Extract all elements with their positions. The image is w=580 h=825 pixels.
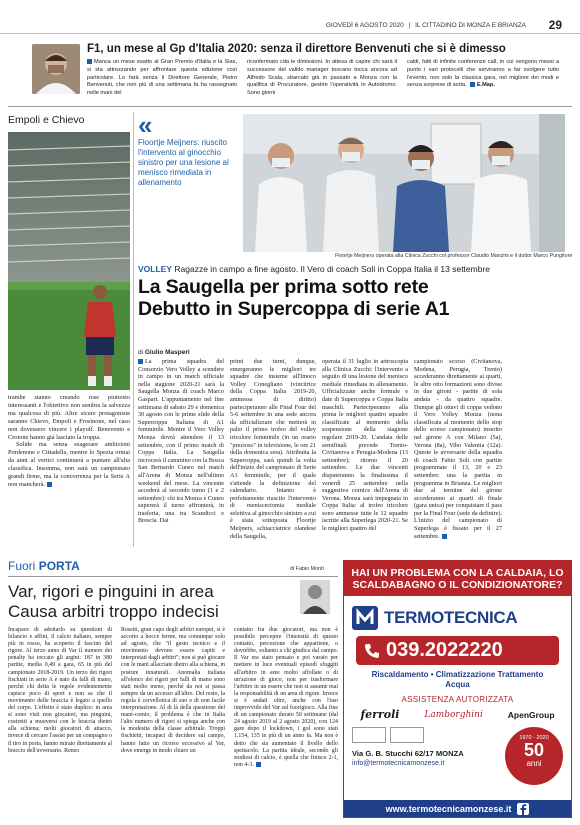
byline: di Giulio Masperi xyxy=(138,349,190,356)
ad-headline: HAI UN PROBLEMA CON LA CALDAIA, LO SCALDABAGNO O IL CONDIZIONATORE? xyxy=(344,561,571,596)
top-story-col-1: Manca un mese esatto al Gran Premio d'Italia e la Sias, si sta attrezzando per affrontare questa edizione così particolare. Lo farà senza il Direttore Generale, Pietro Benvenuti, che non più di una settimana fa ha rassegnato nelle mani del xyxy=(87,59,237,97)
doctors-photo xyxy=(243,114,565,252)
ad-phone-box[interactable] xyxy=(356,636,559,665)
volley-col-1: La prima squadra del Consorzio Vero Volley a scendere in campo in un match ufficiale nella stagione 2020-21 sarà la Saugella Monza di coach Marco Gaspari. L'appuntamento nel fine settimana di sabato 29 e domenica 30 agosto con le prime sfide della Supercoppa Italiana di A1 femminile. Mentre il Vero Volley Monza dovrà attendere il 13 settembre, con il primo match di Coppa Italia. La Saugella incrocerà il cammino con la Bosca San Bernardo Cuneo nel match all'Arena di Monza nell'ultimo weekend del mese. La vincente accederà al secondo turno (1 e 2 settembre): chi tra Monza e Cuneo supererà il turno affronterà, in trasferta, una tra Scandicci e Brescia. Dai xyxy=(138,358,224,525)
partner-ferroli: ferroli xyxy=(360,708,400,721)
fuori-porta-col-3: contatto fra due giocatori, ma non è possibile percepire l'intensità di questo contatto, percezione che appartiene, o dovrebbe, soltanto a chi giudica dal campo. Il Var era stato pensato e poi varato per mettere in luce eventuali episodi sfuggiti all'arbitro in aree molto affollate o di un'azione di gioco, non per trasformare l'arbitro in un essere che non si assume mai la responsabilità di un area di rigore. Invece si è andati oltre, anche con l'uso improvvido del Var sul fuorigioco. Alla fine di un campionato durato 50 settimane (dal 24 agosto 2019 al 2 agosto 2020), con 124 gare dopo il lockdown, i gol sono stati 1.154, 135 in più di un anno fa. Ma non è detto che sia aumentato il livello dello spettacolo. La partita ideale, secondo gli studiosi di calcio, è quella che finisce 2-1, non 4-3. xyxy=(234,627,338,768)
ad-certification-badges xyxy=(352,727,497,743)
divider xyxy=(8,106,572,107)
partner-apengroup: ApenGroup xyxy=(507,709,555,720)
termotecnica-logo-icon xyxy=(352,606,378,630)
pull-quote-text: Floortje Meijners: riuscito l'intervento al ginocchio sinistro per una lesione al menisco rimediata in allenamento xyxy=(138,138,229,187)
section-label: VOLLEY xyxy=(138,264,173,274)
kicker-text: Ragazze in campo a fine agosto. Il Vero di coach Soli in Coppa Italia il 13 settembre xyxy=(174,264,491,274)
termotecnica-ad xyxy=(343,560,572,818)
photo-caption: Floortje Meijners operata alla Clinica Zucchi col professor Claudio Manzini e il dottor Marco Pungitore xyxy=(335,253,573,259)
stadium-photo xyxy=(8,132,130,390)
ad-brand: TERMOTECNICA xyxy=(384,608,518,627)
facebook-icon[interactable] xyxy=(517,803,529,815)
fuori-porta-col-2: Rosetti, gran capo degli arbitri europei, si è accorto a bocce ferme, ma comunque solo ad agosto, che "il gesto tecnico e il movimento devono essere capiti e interpretati dagli arbitri"; non si può giocare con le mani allacciate dietro alla schiena, in posture innaturali. Anomalia italiana all'elenco dei rigori per falli di mano sono stati molto meno, perché da noi si passa sempre da un accesso all'altro. Del resto, la regola è cervellotica di suo e di non facile interpretazione. Al di là della questione del mani-comio, il problema è che in Italia l'alto numero di rigori si spiega anche con la modestia della classe arbitrale. Troppi fischietti, incapaci di decidere sul campo, hanno fatto un ricorso eccessivo al Var, dove emerge in modo chiaro un xyxy=(121,627,225,754)
benvenuti-photo xyxy=(32,44,80,94)
empoli-section-tab: Empoli e Chievo xyxy=(8,114,85,126)
volley-col-4: campionato scorso (Civitanova, Modena, Perugia, Trento) accederanno direttamente ai quarti, le altre otto formazioni sono divise in due gironi - partite di sola andata - da quattro squadre. Dunque gli ottavi di coppa vedono il Vero Volley Monza (nona classificata al momento dello stop dello scorso campionato) inserito nel girone A con Milano (5a), Verona (8a), Vibo Valentia (12a). Queste le avversarie della squadra di coach Fabio Soli con partite programmate il 13, 20 e 23 settembre: una la partita in programma in Brianza. Le migliori due al termine del girone accederanno ai quarti di finale (gara unica) per conquistare il pass per la Final Four (sede da definire). L'inizio del campionato di Superlega è fissato per il 27 settembre. xyxy=(414,358,502,540)
partner-lamborghini: Lamborghini xyxy=(424,709,483,720)
empoli-paragraph-2: Solide ma senza esagerare ambizioni Pordenone e Cittadella, mentre lo Spezia ormai da anni al vertici continuerà a puntare all'alta classifica. Insomma, non sarà un campionato grandi firme, ma la concorrenza per la Serie A non mancherà. xyxy=(8,441,130,488)
top-story-col-3: caldi, fatti di infinite conferenze call, in cui vengono messi a punto i vari protocolli che serviranno a far svolgere tutto l'evento, non solo la classica gara, nel migliore dei modi e senza sorprese di sorta. E.Map. xyxy=(407,59,559,89)
top-story-title: F1, un mese al Gp d'Italia 2020: senza il direttore Benvenuti che si è dimesso xyxy=(87,43,506,55)
page-number: 29 xyxy=(548,18,562,32)
pull-quote xyxy=(138,110,238,188)
ad-brand-row xyxy=(344,596,571,632)
ad-assistance: ASSISTENZA AUTORIZZATA xyxy=(401,695,514,704)
page-header xyxy=(0,0,580,34)
phone-icon xyxy=(364,643,380,659)
top-story-body xyxy=(87,59,559,99)
header-date: GIOVEDÌ 6 AGOSTO 2020 | IL CITTADINO DI MONZA E BRIANZA xyxy=(325,22,526,29)
column-author: di Fabio Monti xyxy=(290,566,324,572)
volley-col-2: primi due turni, dunque, emergeranno le migliori tre squadre che insieme all'Imoco Volley Conegliano (vincitrice della Coppa Italia 2019-20, ammessa di diritto) parteciperanno alle Final Four del 5-6 settembre in una sede ancora da ufficializzare che metterà in palio il primo trofeo del volley tricolore femminile (in un orario "prezioso" in televisione, le ore 21 della domenica sera). Attribuita la Supercoppa, sarà quindi la volta dell'inizio del campionato di Serie A1 femminile, per il quale s'attende la definizione del calendario. Intanto è perfettamente riuscito l'intervento di meniscectomia mediale selettiva al ginocchio sinistro a cui è stata sottoposta Floortje Meijners, schiacciatrice olandese della Saugella, xyxy=(230,358,316,540)
ad-partners xyxy=(344,708,571,721)
ad-website[interactable]: www.termotecnicamonzese.it xyxy=(385,803,512,814)
kicker xyxy=(138,264,490,274)
top-story-col-2: riconfermato cda le dimissioni. In attesa di capire chi sarà il successore del valido manager toscano tocca ancora ad Alfredo Scala, sbarcato già in passato a Monza con la qualifica di Procuratore, gestire l'operatività in Autodromo. Sono giorni xyxy=(247,59,397,97)
fuori-porta-col-1: Incapace di adottarlo su questioni di bilancio e affini, il calcio italiano, sempre più in rosso, ha scoperto il fascino del rigore. Al terzo anno di Var il numero dei penalty ha toccato gli argini: 187 in 380 partite, media 0,49 a gara, 65 in più del campionato 2018-2019. Un terzo dei rigori fischiati in serie A è nato da falli di mano, perché chi detta le regole evidentemente capisce poco di sport e non sa che il movimento delle braccia è legato a quello del corpo. L'effetto è stato duplice: in area si sono visti non giocatori, ma pinguini, costretti a muoversi con le braccia dietro alla schiena; molti giocatori di attacco, invece di cercare l'assist per un compagno o il tiro in porta, hanno mirato direttamente al braccio dell'avversario. Renzo xyxy=(8,627,112,754)
author-avatar xyxy=(300,580,330,614)
date-text: GIOVEDÌ 6 AGOSTO 2020 xyxy=(325,22,404,29)
empoli-paragraph-1: trambe stanno creando rose piuttosto interessanti e l'obiettivo non sembra la salvezza ma qualcosa di più. Altre sicure protagoniste saranno Chievo, Empoli e Frosinone, nel caso non dovessero vincere i playoff. Benevento e Crotone hanno già lasciato la troppa. xyxy=(8,394,130,441)
badge-icon xyxy=(352,727,386,743)
badge-icon xyxy=(390,727,424,743)
empoli-article xyxy=(8,394,130,489)
column-rule xyxy=(133,112,134,547)
publication-name: IL CITTADINO DI MONZA E BRIANZA xyxy=(415,22,526,29)
anniversary-badge: 1970 - 2020 50 anni xyxy=(505,727,563,785)
ad-services: Riscaldamento • Climatizzazione Trattamento Acqua xyxy=(371,670,544,689)
ad-phone: 039.2022220 xyxy=(386,639,503,661)
ad-email[interactable]: info@termotecnicamonzese.it xyxy=(352,760,445,767)
volley-headline: La Saugella per prima sotto rete Debutto in Supercoppa di serie A1 xyxy=(138,276,450,320)
volley-col-3: operata il 31 luglio in artroscopia alla Clinica Zucchi: l'intervento a seguito di una lesione del menisco mediale rimediata in allenamento. Ufficializzate anche formule e date di Supercoppa e Coppa Italia maschili. Parteciperanno alla prima le migliori quattro squadre classificate al momento della sospensione della stagione regolare 2019-20. L'andata delle semifinali prevede Trento-Civitanova e Perugia-Modena (13 settembre); ritorno il 20 settembre. Le due vincenti disputeranno la finalissima il venerdì 25 settembre nella suggestiva cornice dell'Arena di Verona. Monza sarà impegnata in Coppa Italia: al trofeo tricolore sono ammesse tutte le 12 squadre iscritte alla Superlega 2020-21. Se le migliori quattro del xyxy=(322,358,408,533)
fuori-porta-section: Fuori PORTA xyxy=(8,559,80,573)
ad-footer xyxy=(344,800,571,817)
quote-mark-icon: « xyxy=(138,110,153,140)
ad-address: Via G. B. Stucchi 62/17 MONZA xyxy=(352,749,464,758)
fuori-porta-headline: Var, rigori e pinguini in area Causa arbitri troppo indecisi xyxy=(8,582,219,621)
ad-contact-row xyxy=(344,721,571,785)
